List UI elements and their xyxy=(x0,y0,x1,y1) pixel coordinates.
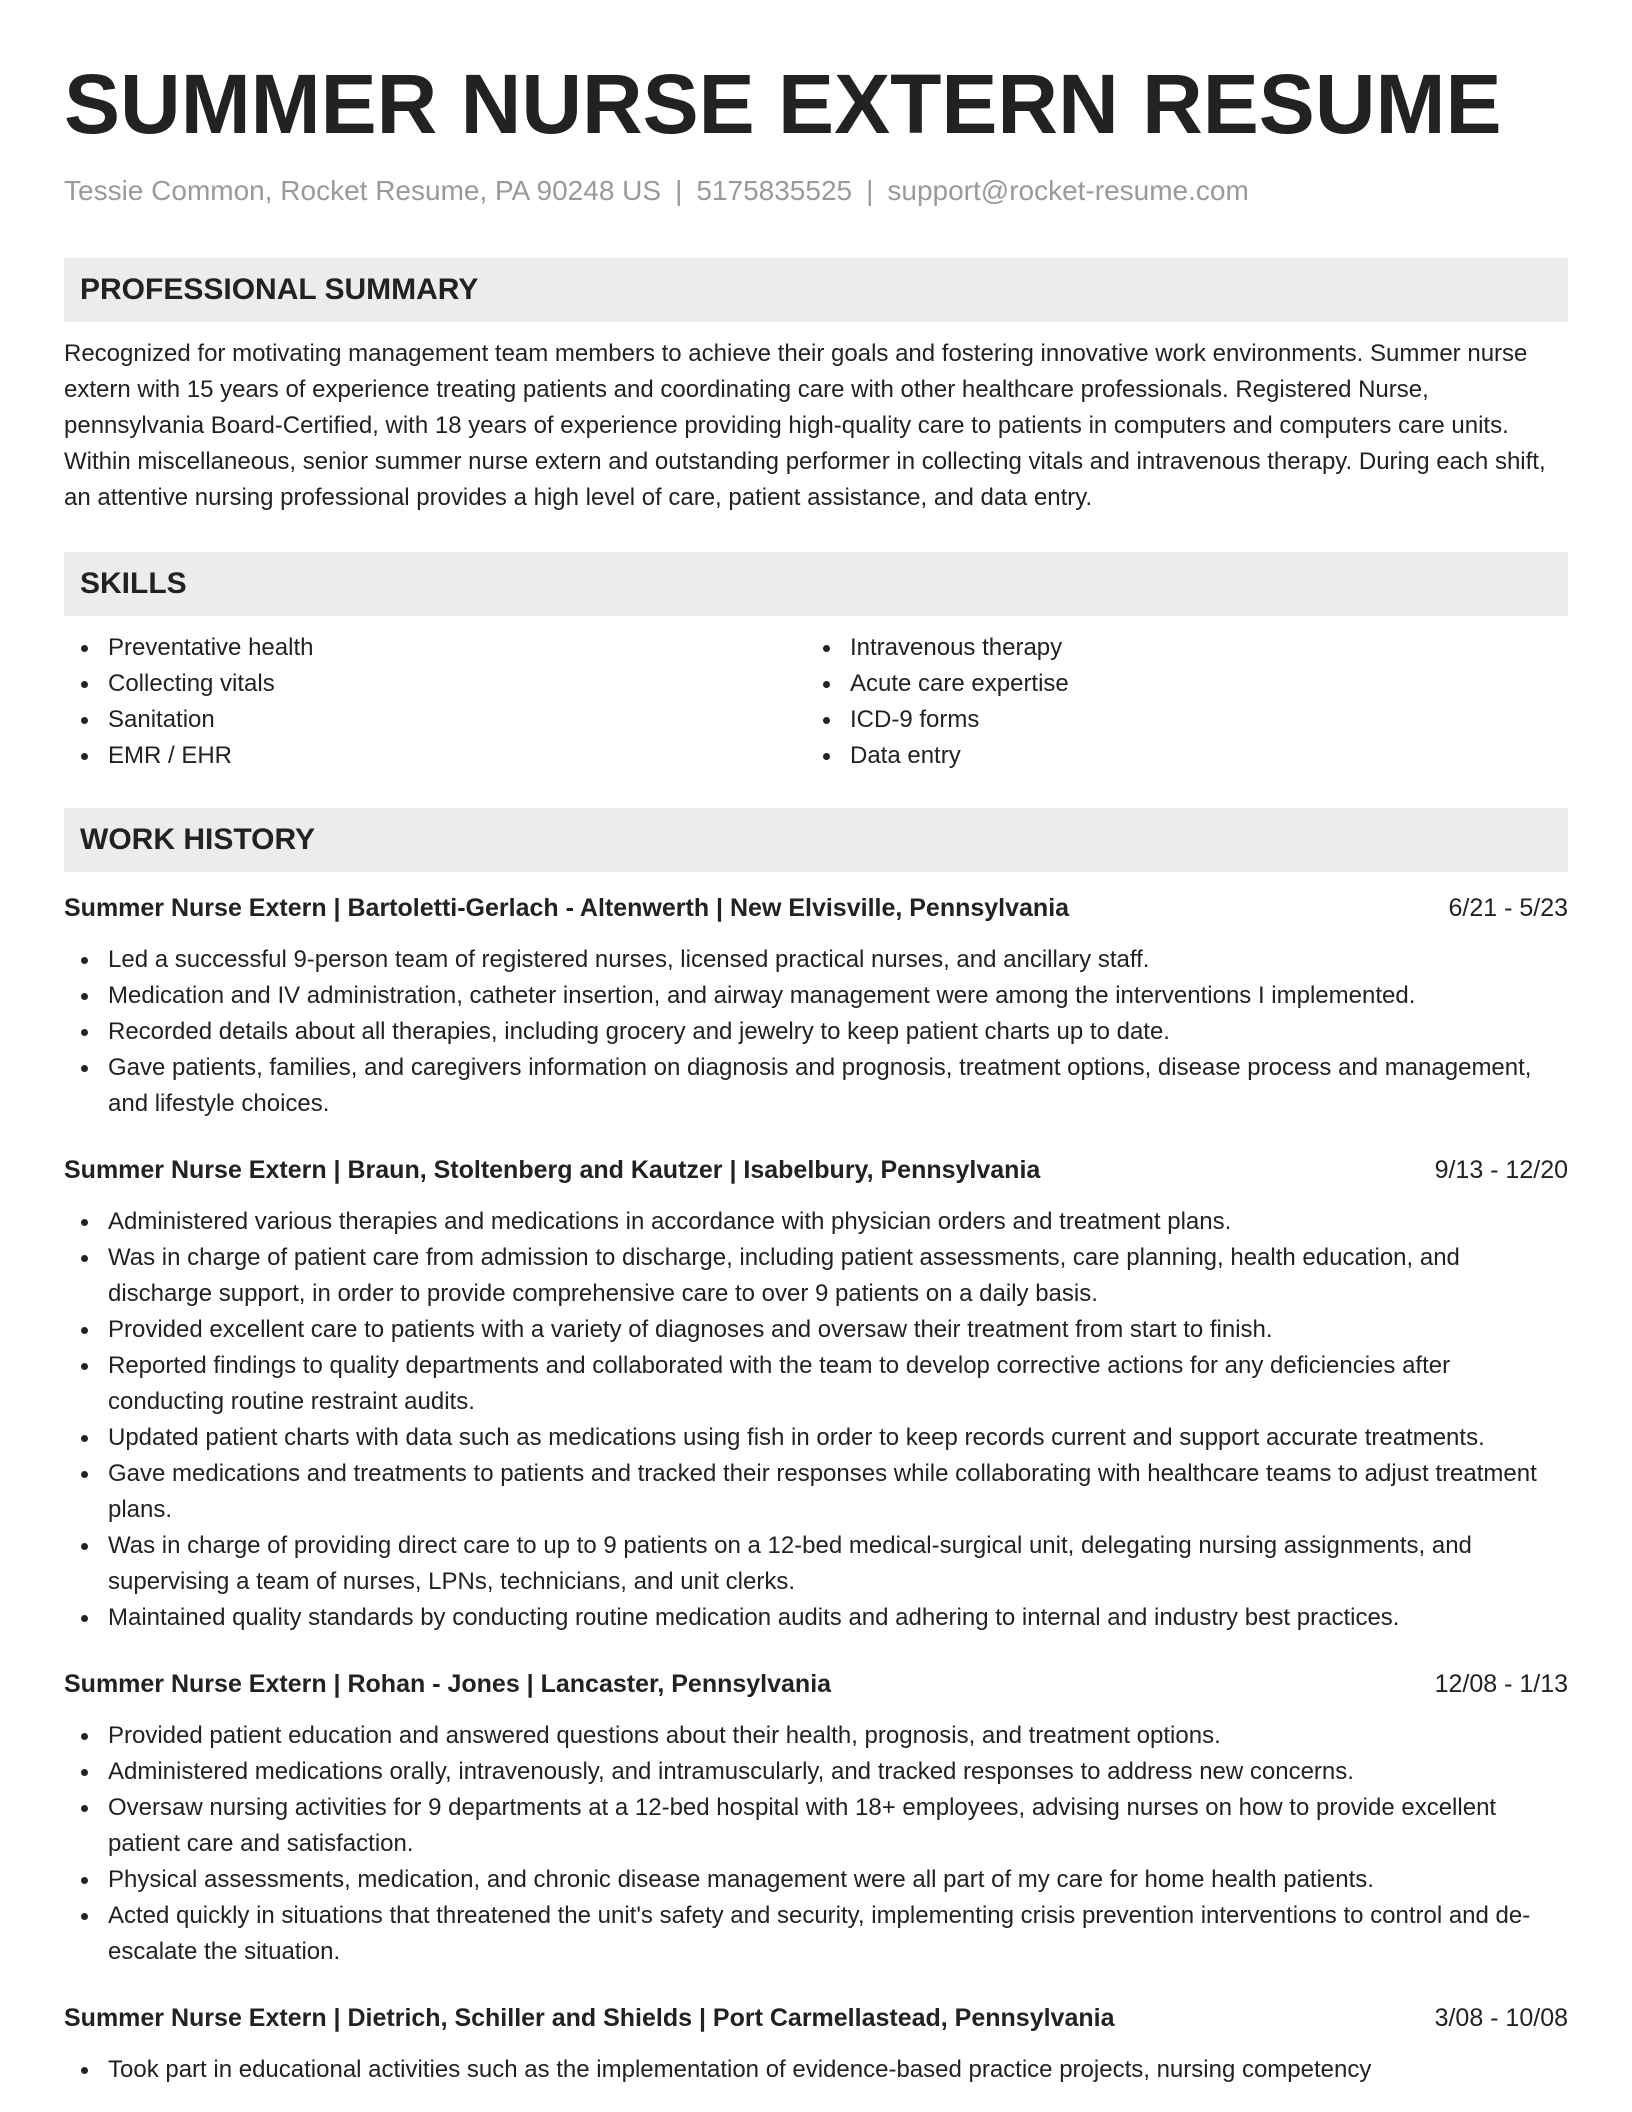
job-bullets xyxy=(64,942,1568,1122)
skill-item: Sanitation xyxy=(64,702,806,738)
skill-item: Collecting vitals xyxy=(64,666,806,702)
job-entry xyxy=(64,1666,1568,1970)
job-bullet: Provided excellent care to patients with a variety of diagnoses and oversaw their treatment from start to finish. xyxy=(64,1312,1568,1348)
resume-title: SUMMER NURSE EXTERN RESUME xyxy=(64,57,1502,151)
job-bullets xyxy=(64,2052,1568,2088)
job-bullet: Reported findings to quality departments and collaborated with the team to develop corrective actions for any deficiencies after conducting routine restraint audits. xyxy=(64,1348,1568,1420)
job-bullet: Recorded details about all therapies, including grocery and jewelry to keep patient charts up to date. xyxy=(64,1014,1568,1050)
skills-column-right xyxy=(806,630,1548,774)
job-bullets xyxy=(64,1204,1568,1636)
job-title: Summer Nurse Extern | Bartoletti-Gerlach - Altenwerth | New Elvisville, Pennsylvania xyxy=(64,894,1070,922)
contact-line xyxy=(64,174,1568,208)
contact-separator: | xyxy=(675,175,683,206)
job-dates: 3/08 - 10/08 xyxy=(1434,2004,1568,2032)
job-bullet: Was in charge of patient care from admission to discharge, including patient assessments, care planning, health education, and discharge support, in order to provide comprehensive care to over 9 patients on a daily basis. xyxy=(64,1240,1568,1312)
job-bullet: Led a successful 9-person team of registered nurses, licensed practical nurses, and ancillary staff. xyxy=(64,942,1568,978)
job-entry xyxy=(64,2000,1568,2088)
job-bullet: Gave medications and treatments to patients and tracked their responses while collaborating with healthcare teams to adjust treatment plans. xyxy=(64,1456,1568,1528)
job-header xyxy=(64,890,1568,926)
job-title: Summer Nurse Extern | Dietrich, Schiller and Shields | Port Carmellastead, Pennsylvania xyxy=(64,2004,1115,2032)
job-bullet: Administered various therapies and medications in accordance with physician orders and treatment plans. xyxy=(64,1204,1568,1240)
skills-list xyxy=(64,630,1568,774)
job-entry xyxy=(64,890,1568,1122)
skill-item: EMR / EHR xyxy=(64,738,806,774)
job-bullet: Medication and IV administration, catheter insertion, and airway management were among the interventions I implemented. xyxy=(64,978,1568,1014)
job-bullet: Took part in educational activities such as the implementation of evidence-based practice projects, nursing competency xyxy=(64,2052,1568,2088)
job-header xyxy=(64,2000,1568,2036)
job-header xyxy=(64,1152,1568,1188)
job-bullet: Maintained quality standards by conducting routine medication audits and adhering to internal and industry best practices. xyxy=(64,1600,1568,1636)
job-bullet: Acted quickly in situations that threatened the unit's safety and security, implementing crisis prevention interventions to control and de-escalate the situation. xyxy=(64,1898,1568,1970)
job-bullet: Gave patients, families, and caregivers information on diagnosis and prognosis, treatment options, disease process and management, and lifestyle choices. xyxy=(64,1050,1568,1122)
skill-item: Preventative health xyxy=(64,630,806,666)
job-bullet: Physical assessments, medication, and chronic disease management were all part of my care for home health patients. xyxy=(64,1862,1568,1898)
skill-item: ICD-9 forms xyxy=(806,702,1548,738)
job-title: Summer Nurse Extern | Rohan - Jones | Lancaster, Pennsylvania xyxy=(64,1670,832,1698)
job-entry xyxy=(64,1152,1568,1636)
resume-page xyxy=(64,0,1568,2088)
job-bullet: Was in charge of providing direct care to up to 9 patients on a 12-bed medical-surgical unit, delegating nursing assignments, and supervising a team of nurses, LPNs, technicians, and unit clerks. xyxy=(64,1528,1568,1600)
job-header xyxy=(64,1666,1568,1702)
job-title: Summer Nurse Extern | Braun, Stoltenberg and Kautzer | Isabelbury, Pennsylvania xyxy=(64,1156,1041,1184)
contact-address: Tessie Common, Rocket Resume, PA 90248 US xyxy=(64,175,662,206)
skill-item: Intravenous therapy xyxy=(806,630,1548,666)
job-dates: 9/13 - 12/20 xyxy=(1434,1156,1568,1184)
job-bullet: Oversaw nursing activities for 9 departments at a 12-bed hospital with 18+ employees, advising nurses on how to provide excellent patient care and satisfaction. xyxy=(64,1790,1568,1862)
section-heading-work-history: WORK HISTORY xyxy=(64,808,1568,872)
job-bullet: Updated patient charts with data such as medications using fish in order to keep records current and support accurate treatments. xyxy=(64,1420,1568,1456)
job-bullet: Administered medications orally, intravenously, and intramuscularly, and tracked responses to address new concerns. xyxy=(64,1754,1568,1790)
job-dates: 6/21 - 5/23 xyxy=(1448,894,1568,922)
section-heading-skills: SKILLS xyxy=(64,552,1568,616)
section-heading-summary: PROFESSIONAL SUMMARY xyxy=(64,258,1568,322)
contact-email: support@rocket-resume.com xyxy=(887,175,1249,206)
contact-phone: 5175835525 xyxy=(696,175,853,206)
contact-separator: | xyxy=(866,175,874,206)
job-bullets xyxy=(64,1718,1568,1970)
summary-paragraph: Recognized for motivating management team members to achieve their goals and fostering innovative work environments. Summer nurse extern with 15 years of experience treating patients and coordinating care with other healthcare professionals. Registered Nurse, pennsylvania Board-Certified, with 18 years of experience providing high-quality care to patients in computers and computers care units. Within miscellaneous, senior summer nurse extern and outstanding performer in collecting vitals and intravenous therapy. During each shift, an attentive nursing professional provides a high level of care, patient assistance, and data entry. xyxy=(64,340,1546,511)
skill-item: Acute care expertise xyxy=(806,666,1548,702)
skill-item: Data entry xyxy=(806,738,1548,774)
job-bullet: Provided patient education and answered questions about their health, prognosis, and treatment options. xyxy=(64,1718,1568,1754)
job-dates: 12/08 - 1/13 xyxy=(1434,1670,1568,1698)
skills-column-left xyxy=(64,630,806,774)
